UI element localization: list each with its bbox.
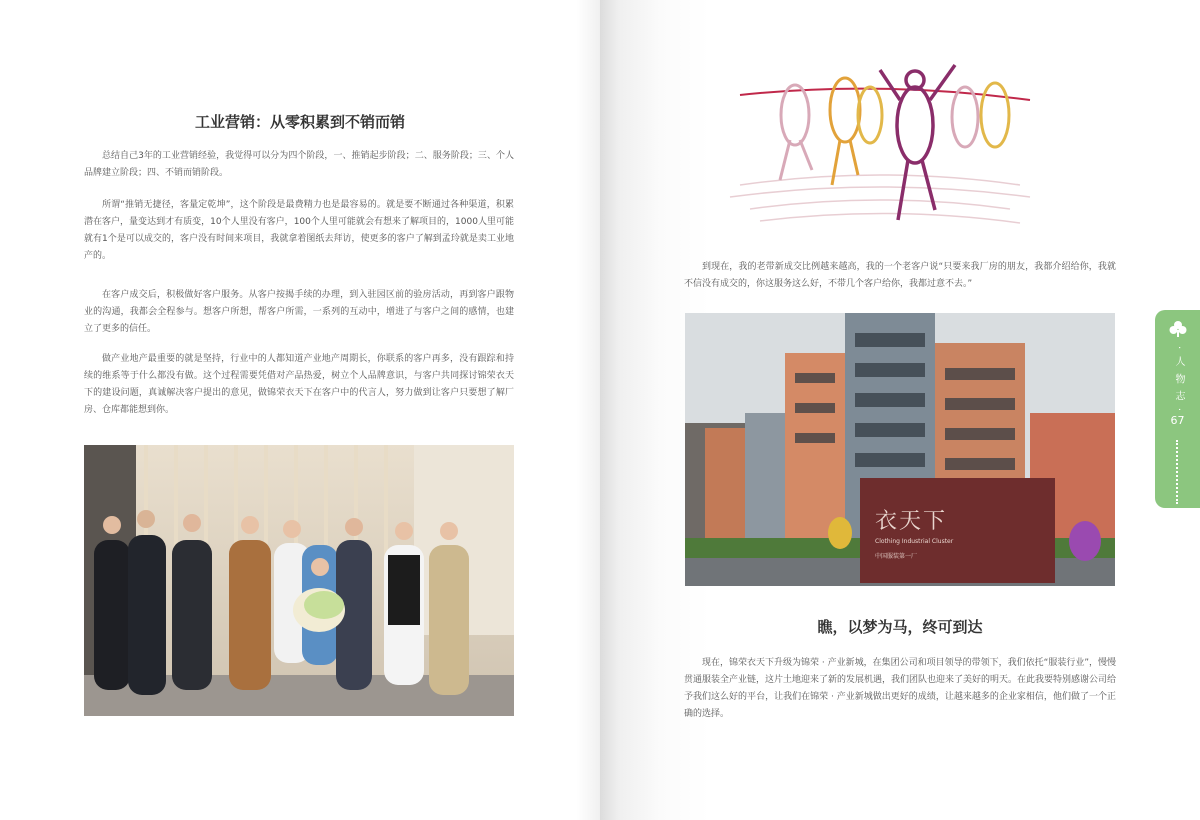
park-sign-english: Clothing Industrial Cluster <box>875 538 954 545</box>
left-paragraph-1: 总结自己3年的工业营销经验，我觉得可以分为四个阶段，一、推销起步阶段；二、服务阶段；三、个人品牌建立阶段；四、不销而销阶段。 <box>84 151 514 178</box>
right-page <box>600 0 1200 820</box>
park-sign <box>860 478 1055 583</box>
team-photo-illustration <box>84 445 514 716</box>
left-paragraph-4: 做产业地产最重要的就是坚持，行业中的人都知道产业地产周期长，你联系的客户再多，没有跟踪和持续的维系等于什么都没有做。这个过程需要凭借对产品热爱，树立个人品牌意识，与客户共同探讨锦荣衣天下的建设问题，真诚解决客户提出的意见，做锦荣衣天下在客户中的代言人，努力做到让客户只要想了解厂房、仓库都能想到你。 <box>84 354 514 415</box>
park-sign-chinese: 中国服装第一厂 <box>875 553 918 560</box>
team-group-photo <box>84 445 514 716</box>
right-paragraph-top: 到现在，我的老带新成交比例越来越高，我的一个老客户说“只要来我厂房的朋友，我都介绍给你，我就不信没有成交的，你这服务这么好，不带几个客户给你，我都过意不去。” <box>684 262 1116 289</box>
club-icon <box>1169 320 1187 338</box>
tab-dots-divider <box>1176 440 1180 504</box>
section-name: · 人 物 志 · <box>1173 346 1184 414</box>
park-sign-logo: 衣天下 <box>875 509 948 534</box>
page-number: 67 <box>1170 414 1185 427</box>
left-title: 工业营销：从零积累到不销而销 <box>194 113 405 131</box>
left-paragraph-2: 所谓“推销无捷径，客量定乾坤”，这个阶段是最费精力也是最容易的。就是要不断通过各种渠道，积累潜在客户，量变达到才有质变，10个人里没有客户，100个人里可能就会有想来了解项目的，1000人里可能就有1个是可以成交的，客户没有时间来项目，我就拿着图纸去拜访，使更多的客户了解到孟玲就是卖工业地产的。 <box>84 200 514 261</box>
runners-illustration <box>720 45 1040 235</box>
right-paragraph-bottom: 现在，锦荣衣天下升级为锦荣 · 产业新城，在集团公司和项目领导的带领下，我们依托“服装行业”，慢慢贯通服装全产业链，这片土地迎来了新的发展机遇，我们团队也迎来了美好的明天。在此我要特别感谢公司给予我们这么好的平台，让我们在锦荣 · 产业新城做出更好的成绩，让越来越多的企业家相信，他们做了一个正确的选择。 <box>684 658 1117 719</box>
industrial-park-photo <box>685 313 1115 586</box>
section-tab <box>1155 310 1200 508</box>
right-title: 瞧，以梦为马，终可到达 <box>817 618 983 636</box>
left-paragraph-3: 在客户成交后，积极做好客户服务。从客户按揭手续的办理，到入驻园区前的验房活动，再到客户跟物业的沟通，我都会全程参与。想客户所想，帮客户所需，一系列的互动中，增进了与客户之间的感情，也建立了更多的信任。 <box>84 290 514 334</box>
